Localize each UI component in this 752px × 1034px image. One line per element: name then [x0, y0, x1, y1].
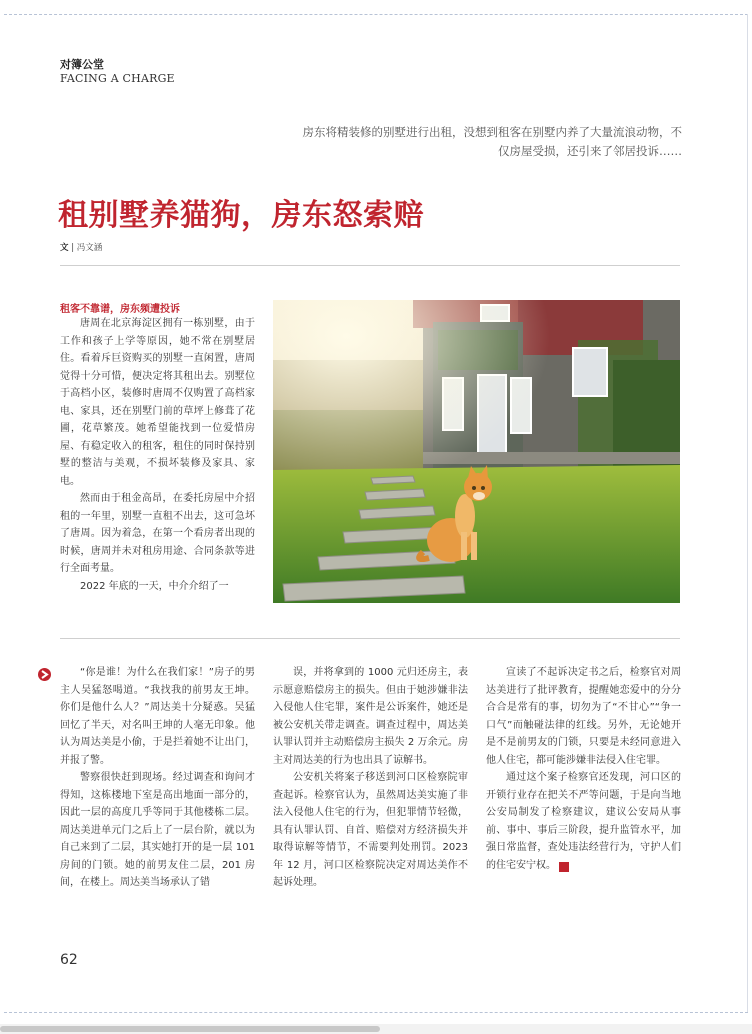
page-number: 62: [60, 952, 78, 968]
horizontal-scrollbar[interactable]: [0, 1024, 752, 1034]
section-subhead: 租客不靠谱，房东频遭投诉: [60, 304, 180, 315]
text-column-1: [60, 664, 255, 892]
article-title: 租别墅养猫狗，房东怒索赔: [58, 198, 424, 233]
paragraph: 然而由于租金高昂，在委托房屋中介招租的一年里，别墅一直租不出去，这可急坏了唐周。因为着急，在第一个看房者出现的时候，唐周并未对租房用途、合同条款等进行全面考量。: [60, 493, 255, 574]
paragraph: 2022 年底的一天，中介介绍了一: [80, 580, 229, 592]
byline: [60, 241, 102, 253]
byline-sep: |: [68, 243, 77, 253]
end-mark-icon: 法: [559, 862, 569, 872]
page-top-border: [4, 14, 748, 15]
page-bottom-border: [4, 1012, 748, 1013]
title-divider: [60, 265, 680, 266]
paragraph: “你是谁！为什么在我们家！”房子的男主人吴猛怒喝道。“我找我的前男友王坤。你们是他什么人？”周达美十分疑惑。吴猛回忆了半天，对名叫王坤的人毫无印象。他认为周达美是小偷，于是拦着她不让出门，并报了警。: [60, 667, 255, 766]
cat-villa-photo: [273, 300, 680, 603]
scrollbar-thumb[interactable]: [0, 1026, 380, 1032]
paragraph: 警察很快赶到现场。经过调查和询问才得知，这栋楼地下室是高出地面一部分的，因此一层的高度几乎等同于其他楼栋二层。周达美进单元门之后上了一层台阶，就以为自己来到了二层，其实她打开的是一层 101 房间的门锁。她的前男友住二层，201 房间，在楼上。周达美当场承认了错: [60, 772, 255, 888]
intro-column: [60, 315, 255, 595]
paragraph: 公安机关将案子移送到河口区检察院审查起诉。检察官认为，虽然周达美实施了非法入侵他人住宅的行为，但犯罪情节轻微，具有认罪认罚、自首、赔偿对方经济损失并取得谅解等情节，不需要判处刑罚。2023 年 12 月，河口区检察院决定对周达美作不起诉处理。: [273, 772, 468, 888]
article-lede: 房东将精装修的别墅进行出租，没想到租客在别墅内养了大量流浪动物，不仅房屋受损，还引来了邻居投诉……: [302, 125, 682, 158]
column-label-en: FACING A CHARGE: [60, 72, 175, 85]
page-right-border: [747, 14, 748, 1012]
text-column-2: [273, 664, 468, 892]
paragraph: [486, 769, 681, 874]
paragraph: 唐周在北京海淀区拥有一栋别墅，由于工作和孩子上学等原因，她不常在别墅居住。看着斥巨资购买的别墅一直闲置，唐周觉得十分可惜，便决定将其租出去。别墅位于高档小区，装修时唐周不仅购置了高档家电、家具，还在别墅门前的草坪上修葺了花圃，花草繁茂。她希望能找到一位爱惜房屋、有稳定收入的租客，租住的同时保持别墅的整洁与美观，不损坏装修及家具、家电。: [60, 318, 255, 487]
column-label-cn: 对簿公堂: [60, 58, 104, 71]
byline-label: 文: [60, 243, 69, 253]
section-divider: [60, 638, 680, 639]
arrow-right-circle-icon: [38, 668, 51, 681]
byline-author: 冯文涵: [76, 243, 103, 253]
text-column-3: [486, 664, 681, 874]
paragraph-text: 通过这个案子检察官还发现，河口区的开锁行业存在把关不严等问题，于是向当地公安局制发了检察建议，建议公安局从事前、事中、事后三阶段，提升监管水平，加强日常监督，查处违法经营行为，守护人们的住宅安宁权。: [486, 772, 681, 871]
paragraph: 宣读了不起诉决定书之后，检察官对周达美进行了批评教育，提醒她恋爱中的分分合合是常有的事，切勿为了“不甘心”“争一口气”而触碰法律的红线。另外，无论她开是不是前男友的门锁，只要是未经同意进入他人住宅，都可能涉嫌非法侵入住宅罪。: [486, 667, 681, 766]
paragraph: 误，并将拿到的 1000 元归还房主，表示愿意赔偿房主的损失。但由于她涉嫌非法入侵他人住宅罪，案件是公诉案件，她还是被公安机关带走调查。调查过程中，周达美认罪认罚并主动赔偿房主损失 2 万余元。房主对周达美的行为也出具了谅解书。: [273, 667, 468, 766]
